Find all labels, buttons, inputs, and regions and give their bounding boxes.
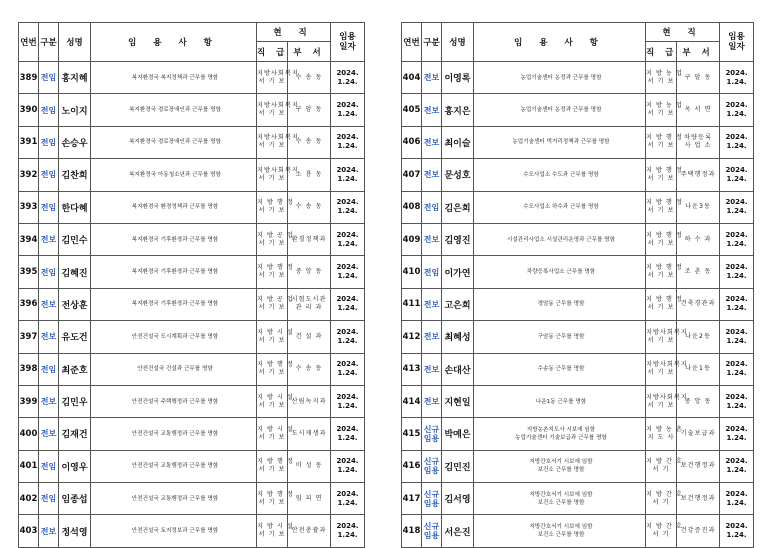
row-type: 전임 bbox=[39, 353, 59, 385]
row-grade: 지 방 농 업 서 기 보 bbox=[646, 62, 677, 94]
header-date bbox=[720, 23, 754, 62]
table-row bbox=[19, 515, 365, 547]
table-row bbox=[402, 223, 754, 255]
row-date: 2024. 1.24. bbox=[331, 256, 365, 288]
row-dept: 도시재생과 bbox=[288, 418, 331, 450]
row-type: 신규 임용 bbox=[422, 515, 442, 547]
row-number: 402 bbox=[19, 483, 39, 515]
row-date: 2024. 1.24. bbox=[331, 94, 365, 126]
row-type: 전보 bbox=[39, 288, 59, 320]
row-dept: 보건행정과 bbox=[677, 483, 720, 515]
row-grade: 지 방 행 정 서 기 보 bbox=[646, 288, 677, 320]
row-number: 410 bbox=[402, 256, 422, 288]
row-dept: 중 앙 동 bbox=[288, 256, 331, 288]
row-name: 한다혜 bbox=[59, 191, 91, 223]
row-grade: 지방사회복지 서 기 보 bbox=[646, 385, 677, 417]
row-grade: 지 방 행 정 서 기 보 bbox=[646, 256, 677, 288]
row-date: 2024. 1.24. bbox=[331, 62, 365, 94]
table-row bbox=[402, 159, 754, 191]
row-date: 2024. 1.24. bbox=[331, 321, 365, 353]
row-type: 전임 bbox=[422, 191, 442, 223]
row-date: 2024. 1.24. bbox=[331, 515, 365, 547]
table-row bbox=[19, 256, 365, 288]
row-detail: 안전건설국 주택행정과 근무를 명함 bbox=[91, 385, 257, 417]
row-grade: 지 방 행 정 서 기 보 bbox=[257, 483, 288, 515]
row-name: 김민진 bbox=[442, 450, 474, 482]
row-number: 392 bbox=[19, 159, 39, 191]
row-number: 418 bbox=[402, 515, 422, 547]
row-detail: 농업기술센터 먹거리정책과 근무를 명함 bbox=[474, 126, 646, 158]
row-dept: 하 수 과 bbox=[677, 223, 720, 255]
row-grade: 지방사회복지 서 기 보 bbox=[646, 321, 677, 353]
row-detail: 복지환경국 경로장애인과 근무를 명함 bbox=[91, 126, 257, 158]
row-dept: 차량등록 사 업 소 bbox=[677, 126, 720, 158]
row-number: 406 bbox=[402, 126, 422, 158]
table-row bbox=[402, 450, 754, 482]
table-row bbox=[402, 385, 754, 417]
row-type: 전임 bbox=[39, 62, 59, 94]
table-row bbox=[19, 321, 365, 353]
row-name: 김재건 bbox=[59, 418, 91, 450]
row-number: 413 bbox=[402, 353, 422, 385]
table-row bbox=[402, 515, 754, 547]
row-name: 이영우 bbox=[59, 450, 91, 482]
header-dept: 부 서 bbox=[288, 42, 331, 62]
row-date: 2024. 1.24. bbox=[331, 288, 365, 320]
row-type: 전임 bbox=[39, 126, 59, 158]
header-current-label: 현 직 bbox=[662, 28, 703, 38]
row-name: 전상훈 bbox=[59, 288, 91, 320]
row-name: 유도건 bbox=[59, 321, 91, 353]
row-dept: 기술보급과 bbox=[677, 418, 720, 450]
row-type: 전임 bbox=[39, 191, 59, 223]
row-name: 문성호 bbox=[442, 159, 474, 191]
row-detail: 안전건설국 교통행정과 근무를 명함 bbox=[91, 418, 257, 450]
row-name: 서은진 bbox=[442, 515, 474, 547]
row-name: 홍지은 bbox=[442, 94, 474, 126]
row-date: 2024. 1.24. bbox=[720, 94, 754, 126]
row-dept: 건강증진과 bbox=[677, 515, 720, 547]
table-row bbox=[19, 223, 365, 255]
table-row bbox=[19, 483, 365, 515]
row-name: 홍지혜 bbox=[59, 62, 91, 94]
header-grade: 직 급 bbox=[646, 42, 677, 62]
table-row bbox=[402, 94, 754, 126]
row-type: 전임 bbox=[39, 483, 59, 515]
header-dept: 부 서 bbox=[677, 42, 720, 62]
row-name: 최혜성 bbox=[442, 321, 474, 353]
row-grade: 지 방 행 정 서 기 보 bbox=[257, 353, 288, 385]
row-dept: 중 앙 동 bbox=[677, 385, 720, 417]
row-number: 404 bbox=[402, 62, 422, 94]
row-number: 415 bbox=[402, 418, 422, 450]
header-current bbox=[646, 23, 720, 42]
row-grade: 지 방 행 정 서 기 보 bbox=[646, 191, 677, 223]
header-detail bbox=[91, 23, 257, 62]
row-dept: 시험도시관 관 리 과 bbox=[288, 288, 331, 320]
row-dept: 미 성 동 bbox=[288, 450, 331, 482]
row-dept: 수 송 동 bbox=[288, 62, 331, 94]
row-dept: 임 피 면 bbox=[288, 483, 331, 515]
row-detail: 안전건설국 도시계획과 근무를 명함 bbox=[91, 321, 257, 353]
row-type: 전보 bbox=[422, 62, 442, 94]
row-name: 김혜진 bbox=[59, 256, 91, 288]
header-name: 성명 bbox=[442, 23, 474, 62]
table-row bbox=[19, 191, 365, 223]
row-number: 394 bbox=[19, 223, 39, 255]
row-detail: 수송동 근무를 명함 bbox=[474, 353, 646, 385]
row-number: 412 bbox=[402, 321, 422, 353]
row-detail: 시설관리사업소 시설관리운영과 근무를 명함 bbox=[474, 223, 646, 255]
row-number: 417 bbox=[402, 483, 422, 515]
row-detail: 수도사업소 하수과 근무를 명함 bbox=[474, 191, 646, 223]
header-date-line2: 일자 bbox=[728, 42, 745, 52]
row-grade: 지 방 간 호 서 기 bbox=[646, 450, 677, 482]
row-type: 전보 bbox=[422, 288, 442, 320]
row-date: 2024. 1.24. bbox=[720, 418, 754, 450]
header-date-line1: 임용 bbox=[728, 32, 745, 42]
row-type: 전임 bbox=[39, 94, 59, 126]
row-date: 2024. 1.24. bbox=[331, 159, 365, 191]
row-number: 398 bbox=[19, 353, 39, 385]
row-name: 김민우 bbox=[59, 385, 91, 417]
row-type: 전임 bbox=[422, 256, 442, 288]
table-body-right bbox=[402, 62, 754, 548]
row-type: 전임 bbox=[39, 256, 59, 288]
row-detail: 안전건설국 건설과 근무를 명함 bbox=[91, 353, 257, 385]
row-dept: 건 설 과 bbox=[288, 321, 331, 353]
row-number: 391 bbox=[19, 126, 39, 158]
row-date: 2024. 1.24. bbox=[331, 223, 365, 255]
row-detail: 복지환경국 아동청소년과 근무를 명함 bbox=[91, 159, 257, 191]
table-row bbox=[19, 159, 365, 191]
row-detail: 복지환경국 경로장애인과 근무를 명함 bbox=[91, 94, 257, 126]
row-number: 407 bbox=[402, 159, 422, 191]
table-row bbox=[19, 288, 365, 320]
row-grade: 지 방 행 정 서 기 보 bbox=[646, 126, 677, 158]
header-current bbox=[257, 23, 331, 42]
row-grade: 지 방 시 설 서 기 보 bbox=[257, 321, 288, 353]
row-name: 김민수 bbox=[59, 223, 91, 255]
row-date: 2024. 1.24. bbox=[331, 353, 365, 385]
row-name: 최이슬 bbox=[442, 126, 474, 158]
row-grade: 지 방 행 정 서 기 보 bbox=[257, 256, 288, 288]
row-number: 408 bbox=[402, 191, 422, 223]
row-dept: 옥 서 면 bbox=[677, 94, 720, 126]
table-row bbox=[19, 418, 365, 450]
row-type: 전보 bbox=[422, 321, 442, 353]
table-row bbox=[402, 353, 754, 385]
row-name: 정석영 bbox=[59, 515, 91, 547]
table-row bbox=[402, 483, 754, 515]
row-type: 전보 bbox=[422, 159, 442, 191]
row-detail: 안전건설국 교통행정과 근무를 명함 bbox=[91, 450, 257, 482]
table-row bbox=[19, 62, 365, 94]
row-detail: 농업기술센터 농정과 근무를 명함 bbox=[474, 94, 646, 126]
row-type: 전임 bbox=[39, 450, 59, 482]
row-detail: 농업기술센터 농정과 근무를 명함 bbox=[474, 62, 646, 94]
row-grade: 지방사회복지 서 기 보 bbox=[646, 353, 677, 385]
row-grade: 지 방 간 호 서 기 bbox=[646, 515, 677, 547]
row-dept: 수 송 동 bbox=[288, 191, 331, 223]
table-row bbox=[402, 288, 754, 320]
row-type: 전보 bbox=[422, 94, 442, 126]
header-current-label: 현 직 bbox=[273, 28, 314, 38]
row-dept: 나운1동 bbox=[677, 353, 720, 385]
row-grade: 지 방 공 업 서 기 보 bbox=[257, 223, 288, 255]
row-detail: 지방간호서기 시보에 임함 보건소 근무를 명함 bbox=[474, 450, 646, 482]
row-date: 2024. 1.24. bbox=[720, 223, 754, 255]
row-type: 전보 bbox=[422, 353, 442, 385]
row-detail: 복지환경국 기후환경과 근무를 명함 bbox=[91, 223, 257, 255]
row-grade: 지 방 행 정 서 기 보 bbox=[257, 450, 288, 482]
header-name: 성명 bbox=[59, 23, 91, 62]
row-type: 전보 bbox=[422, 126, 442, 158]
row-number: 401 bbox=[19, 450, 39, 482]
row-date: 2024. 1.24. bbox=[331, 191, 365, 223]
row-type: 전보 bbox=[39, 515, 59, 547]
header-detail-label: 임 용 사 항 bbox=[128, 38, 219, 48]
table-row bbox=[402, 62, 754, 94]
row-name: 고은희 bbox=[442, 288, 474, 320]
row-number: 409 bbox=[402, 223, 422, 255]
row-type: 신규 임용 bbox=[422, 483, 442, 515]
row-number: 395 bbox=[19, 256, 39, 288]
table-row bbox=[402, 321, 754, 353]
row-detail: 지방농촌지도사 시보에 임함 농업기술센터 기술보급과 근무를 명함 bbox=[474, 418, 646, 450]
row-type: 신규 임용 bbox=[422, 418, 442, 450]
row-detail: 안전건설국 토지정보과 근무를 명함 bbox=[91, 515, 257, 547]
row-date: 2024. 1.24. bbox=[720, 385, 754, 417]
row-number: 396 bbox=[19, 288, 39, 320]
row-name: 이영록 bbox=[442, 62, 474, 94]
row-date: 2024. 1.24. bbox=[720, 321, 754, 353]
row-date: 2024. 1.24. bbox=[720, 256, 754, 288]
row-name: 김찬희 bbox=[59, 159, 91, 191]
row-name: 김영진 bbox=[442, 223, 474, 255]
row-date: 2024. 1.24. bbox=[331, 483, 365, 515]
table-header bbox=[19, 23, 365, 62]
row-grade: 지 방 행 정 서 기 보 bbox=[257, 191, 288, 223]
row-type: 전임 bbox=[39, 159, 59, 191]
row-detail: 구암동 근무를 명함 bbox=[474, 321, 646, 353]
row-grade: 지 방 행 정 서 기 보 bbox=[646, 223, 677, 255]
table-row bbox=[402, 191, 754, 223]
row-type: 전보 bbox=[39, 223, 59, 255]
row-date: 2024. 1.24. bbox=[331, 418, 365, 450]
row-dept: 수 송 동 bbox=[288, 353, 331, 385]
row-grade: 지 방 시 설 서 기 보 bbox=[257, 515, 288, 547]
row-detail: 나운1동 근무를 명함 bbox=[474, 385, 646, 417]
row-type: 전보 bbox=[422, 385, 442, 417]
personnel-table-right bbox=[401, 22, 754, 548]
row-date: 2024. 1.24. bbox=[331, 385, 365, 417]
row-number: 389 bbox=[19, 62, 39, 94]
row-date: 2024. 1.24. bbox=[720, 483, 754, 515]
row-name: 노이지 bbox=[59, 94, 91, 126]
row-date: 2024. 1.24. bbox=[331, 126, 365, 158]
row-date: 2024. 1.24. bbox=[720, 515, 754, 547]
row-date: 2024. 1.24. bbox=[720, 450, 754, 482]
row-type: 신규 임용 bbox=[422, 450, 442, 482]
row-number: 397 bbox=[19, 321, 39, 353]
row-dept: 보건행정과 bbox=[677, 450, 720, 482]
header-detail bbox=[474, 23, 646, 62]
row-grade: 지 방 시 설 서 기 보 bbox=[257, 385, 288, 417]
row-date: 2024. 1.24. bbox=[720, 126, 754, 158]
row-detail: 수도사업소 수도과 근무를 명함 bbox=[474, 159, 646, 191]
row-grade: 지방사회복지 서 기 보 bbox=[257, 126, 288, 158]
row-name: 손대산 bbox=[442, 353, 474, 385]
row-dept: 조 촌 동 bbox=[677, 256, 720, 288]
row-grade: 지 방 농 업 서 기 보 bbox=[646, 94, 677, 126]
row-name: 이가연 bbox=[442, 256, 474, 288]
row-grade: 지 방 시 설 서 기 보 bbox=[257, 418, 288, 450]
row-dept: 구 암 동 bbox=[288, 94, 331, 126]
row-dept: 환경정책과 bbox=[288, 223, 331, 255]
row-number: 411 bbox=[402, 288, 422, 320]
row-grade: 지 방 간 호 서 기 bbox=[646, 483, 677, 515]
row-detail: 복지환경국 기후환경과 근무를 명함 bbox=[91, 288, 257, 320]
row-dept: 안전총괄과 bbox=[288, 515, 331, 547]
row-date: 2024. 1.24. bbox=[720, 62, 754, 94]
row-number: 403 bbox=[19, 515, 39, 547]
row-name: 김은희 bbox=[442, 191, 474, 223]
header-detail-label: 임 용 사 항 bbox=[514, 38, 605, 48]
table-row bbox=[402, 256, 754, 288]
row-date: 2024. 1.24. bbox=[331, 450, 365, 482]
row-dept: 나운3동 bbox=[677, 191, 720, 223]
row-dept: 산림녹지과 bbox=[288, 385, 331, 417]
row-detail: 안전건설국 교통행정과 근무를 명함 bbox=[91, 483, 257, 515]
row-grade: 지 방 농 촌 지 도 사 bbox=[646, 418, 677, 450]
row-number: 400 bbox=[19, 418, 39, 450]
row-date: 2024. 1.24. bbox=[720, 288, 754, 320]
table-row bbox=[19, 385, 365, 417]
table-header bbox=[402, 23, 754, 62]
row-detail: 지방간호서기 시보에 임함 보건소 근무를 명함 bbox=[474, 483, 646, 515]
row-dept: 건축경관과 bbox=[677, 288, 720, 320]
row-dept: 수 송 동 bbox=[288, 126, 331, 158]
row-type: 전보 bbox=[39, 385, 59, 417]
header-type: 구분 bbox=[39, 23, 59, 62]
row-detail: 복지환경국 기후환경과 근무를 명함 bbox=[91, 256, 257, 288]
header-date-line1: 임용 bbox=[339, 32, 356, 42]
row-date: 2024. 1.24. bbox=[720, 353, 754, 385]
header-no: 연번 bbox=[19, 23, 39, 62]
row-grade: 지방사회복지 서 기 보 bbox=[257, 62, 288, 94]
table-row bbox=[19, 94, 365, 126]
table-row bbox=[19, 353, 365, 385]
row-detail: 차량등록사업소 근무를 명함 bbox=[474, 256, 646, 288]
row-name: 손승우 bbox=[59, 126, 91, 158]
table-body-left bbox=[19, 62, 365, 548]
row-dept: 구 암 동 bbox=[677, 62, 720, 94]
row-date: 2024. 1.24. bbox=[720, 191, 754, 223]
row-number: 393 bbox=[19, 191, 39, 223]
row-number: 405 bbox=[402, 94, 422, 126]
header-grade: 직 급 bbox=[257, 42, 288, 62]
row-type: 전보 bbox=[39, 418, 59, 450]
row-detail: 복지환경국 환경정책과 근무를 명함 bbox=[91, 191, 257, 223]
row-detail: 지방간호서기 시보에 임함 보건소 근무를 명함 bbox=[474, 515, 646, 547]
row-date: 2024. 1.24. bbox=[720, 159, 754, 191]
row-dept: 나운2동 bbox=[677, 321, 720, 353]
row-number: 414 bbox=[402, 385, 422, 417]
table-row bbox=[402, 126, 754, 158]
row-name: 최준호 bbox=[59, 353, 91, 385]
row-number: 390 bbox=[19, 94, 39, 126]
row-name: 김서영 bbox=[442, 483, 474, 515]
row-dept: 소 룡 동 bbox=[288, 159, 331, 191]
row-name: 임종섭 bbox=[59, 483, 91, 515]
row-detail: 복지환경국 복지정책과 근무를 명함 bbox=[91, 62, 257, 94]
row-type: 전보 bbox=[422, 223, 442, 255]
row-name: 박예은 bbox=[442, 418, 474, 450]
header-date bbox=[331, 23, 365, 62]
header-no: 연번 bbox=[402, 23, 422, 62]
row-grade: 지 방 행 정 서 기 보 bbox=[646, 159, 677, 191]
personnel-table-left bbox=[18, 22, 365, 548]
row-number: 399 bbox=[19, 385, 39, 417]
row-detail: 경암동 근무를 명함 bbox=[474, 288, 646, 320]
header-date-line2: 일자 bbox=[339, 42, 356, 52]
row-type: 전보 bbox=[39, 321, 59, 353]
table-row bbox=[19, 126, 365, 158]
row-grade: 지방사회복지 서 기 보 bbox=[257, 159, 288, 191]
row-grade: 지 방 공 업 서 기 보 bbox=[257, 288, 288, 320]
header-type: 구분 bbox=[422, 23, 442, 62]
table-row bbox=[19, 450, 365, 482]
row-dept: 주택행정과 bbox=[677, 159, 720, 191]
row-number: 416 bbox=[402, 450, 422, 482]
row-grade: 지방사회복지 서 기 보 bbox=[257, 94, 288, 126]
row-name: 지현일 bbox=[442, 385, 474, 417]
table-row bbox=[402, 418, 754, 450]
